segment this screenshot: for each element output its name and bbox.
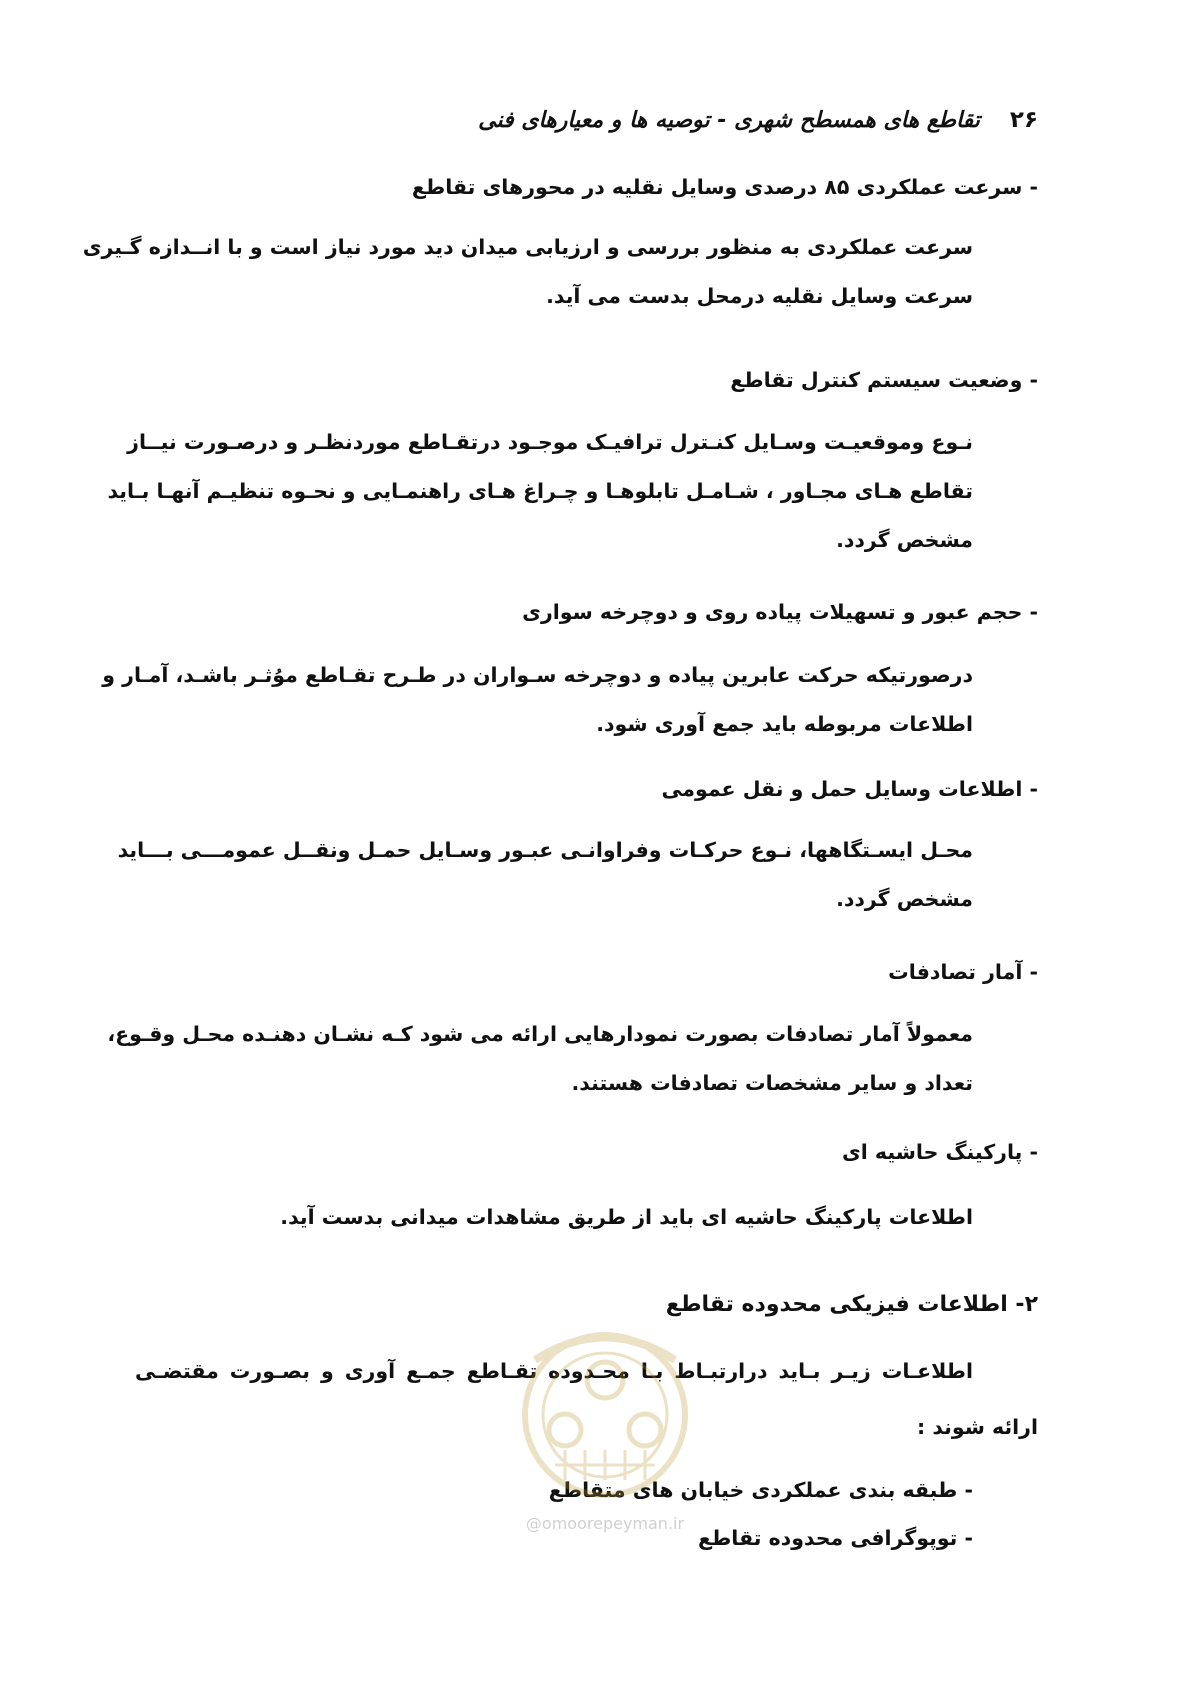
sub-bullet-topography: - توپوگرافی محدوده تقاطع	[697, 1526, 973, 1550]
paragraph-line: محـل ایسـتگاهها، نـوع حرکـات وفراوانـی عبـور وسـایل حمـل ونقــل عمومـــی بـــاید	[117, 838, 973, 862]
running-header	[460, 100, 1038, 140]
bullet-control-system: - وضعیت سیستم کنترل تقاطع	[730, 368, 1038, 392]
watermark-site-text: @omoorepeyman.ir	[525, 1514, 685, 1533]
section-intro-line: ارائه شوند :	[916, 1415, 1038, 1439]
paragraph-control-system	[107, 418, 973, 565]
section-intro-line: اطلاعـات زیـر بـاید درارتبـاط بـا محـدوده تقـاطع جمـع آوری و بصـورت مقتضـی	[135, 1359, 973, 1383]
bullet-pedestrian-bicycle: - حجم عبور و تسهیلات پیاده روی و دوچرخه سواری	[522, 600, 1038, 624]
paragraph-line: معمولاً آمار تصادفات بصورت نمودارهایی ارائه می شود کـه نشـان دهنـده محـل وقـوع،	[107, 1022, 973, 1046]
section-intro	[135, 1343, 1038, 1455]
paragraph-line: مشخص گردد.	[836, 528, 973, 552]
paragraph-line: نـوع وموقعیـت وسـایل کنـترل ترافیـک موجـود درتقـاطع موردنظـر و درصـورت نیــاز	[127, 430, 973, 454]
section-heading: ۲- اطلاعات فیزیکی محدوده تقاطع	[665, 1292, 1038, 1317]
bullet-accident-stats: - آمار تصادفات	[888, 960, 1038, 984]
paragraph-accident-stats	[107, 1010, 973, 1108]
paragraph-line: اطلاعات مربوطه باید جمع آوری شود.	[596, 712, 973, 736]
paragraph-line: تعداد و سایر مشخصات تصادفات هستند.	[571, 1071, 973, 1095]
paragraph-line: سرعت عملکردی به منظور بررسی و ارزیابی میدان دید مورد نیاز است و با انــدازه گـیری	[82, 235, 973, 259]
paragraph-line: تقاطع هـای مجـاور ، شـامـل تابلوهـا و چـراغ هـای راهنمـایی و نحـوه تنظیـم آنهـا بـاید	[107, 479, 973, 503]
paragraph-line: سرعت وسایل نقلیه درمحل بدست می آید.	[546, 284, 973, 308]
bullet-public-transport: - اطلاعات وسایل حمل و نقل عمومی	[661, 777, 1038, 801]
paragraph-public-transport	[117, 826, 973, 924]
sub-bullet-street-classification: - طبقه بندی عملکردی خیابان های متقاطع	[548, 1478, 973, 1502]
paragraph-pedestrian-bicycle	[102, 651, 973, 749]
paragraph-line: درصورتیکه حرکت عابرین پیاده و دوچرخه سـواران در طـرح تقـاطع موُثـر باشـد، آمـار و	[102, 663, 973, 687]
paragraph-on-street-parking	[135, 1193, 973, 1242]
paragraph-line: اطلاعات پارکینگ حاشیه ای باید از طریق مشاهدات میدانی بدست آید.	[280, 1205, 973, 1229]
running-title: تقاطع های همسطح شهری - توصیه ها و معیارهای فنی	[478, 107, 980, 133]
bullet-on-street-parking: - پارکینگ حاشیه ای	[841, 1140, 1038, 1164]
page-number: ۲۶	[1009, 107, 1038, 133]
bullet-operating-speed: - سرعت عملکردی ۸۵ درصدی وسایل نقلیه در محورهای تقاطع	[411, 175, 1038, 199]
paragraph-operating-speed	[82, 223, 973, 321]
paragraph-line: مشخص گردد.	[836, 887, 973, 911]
